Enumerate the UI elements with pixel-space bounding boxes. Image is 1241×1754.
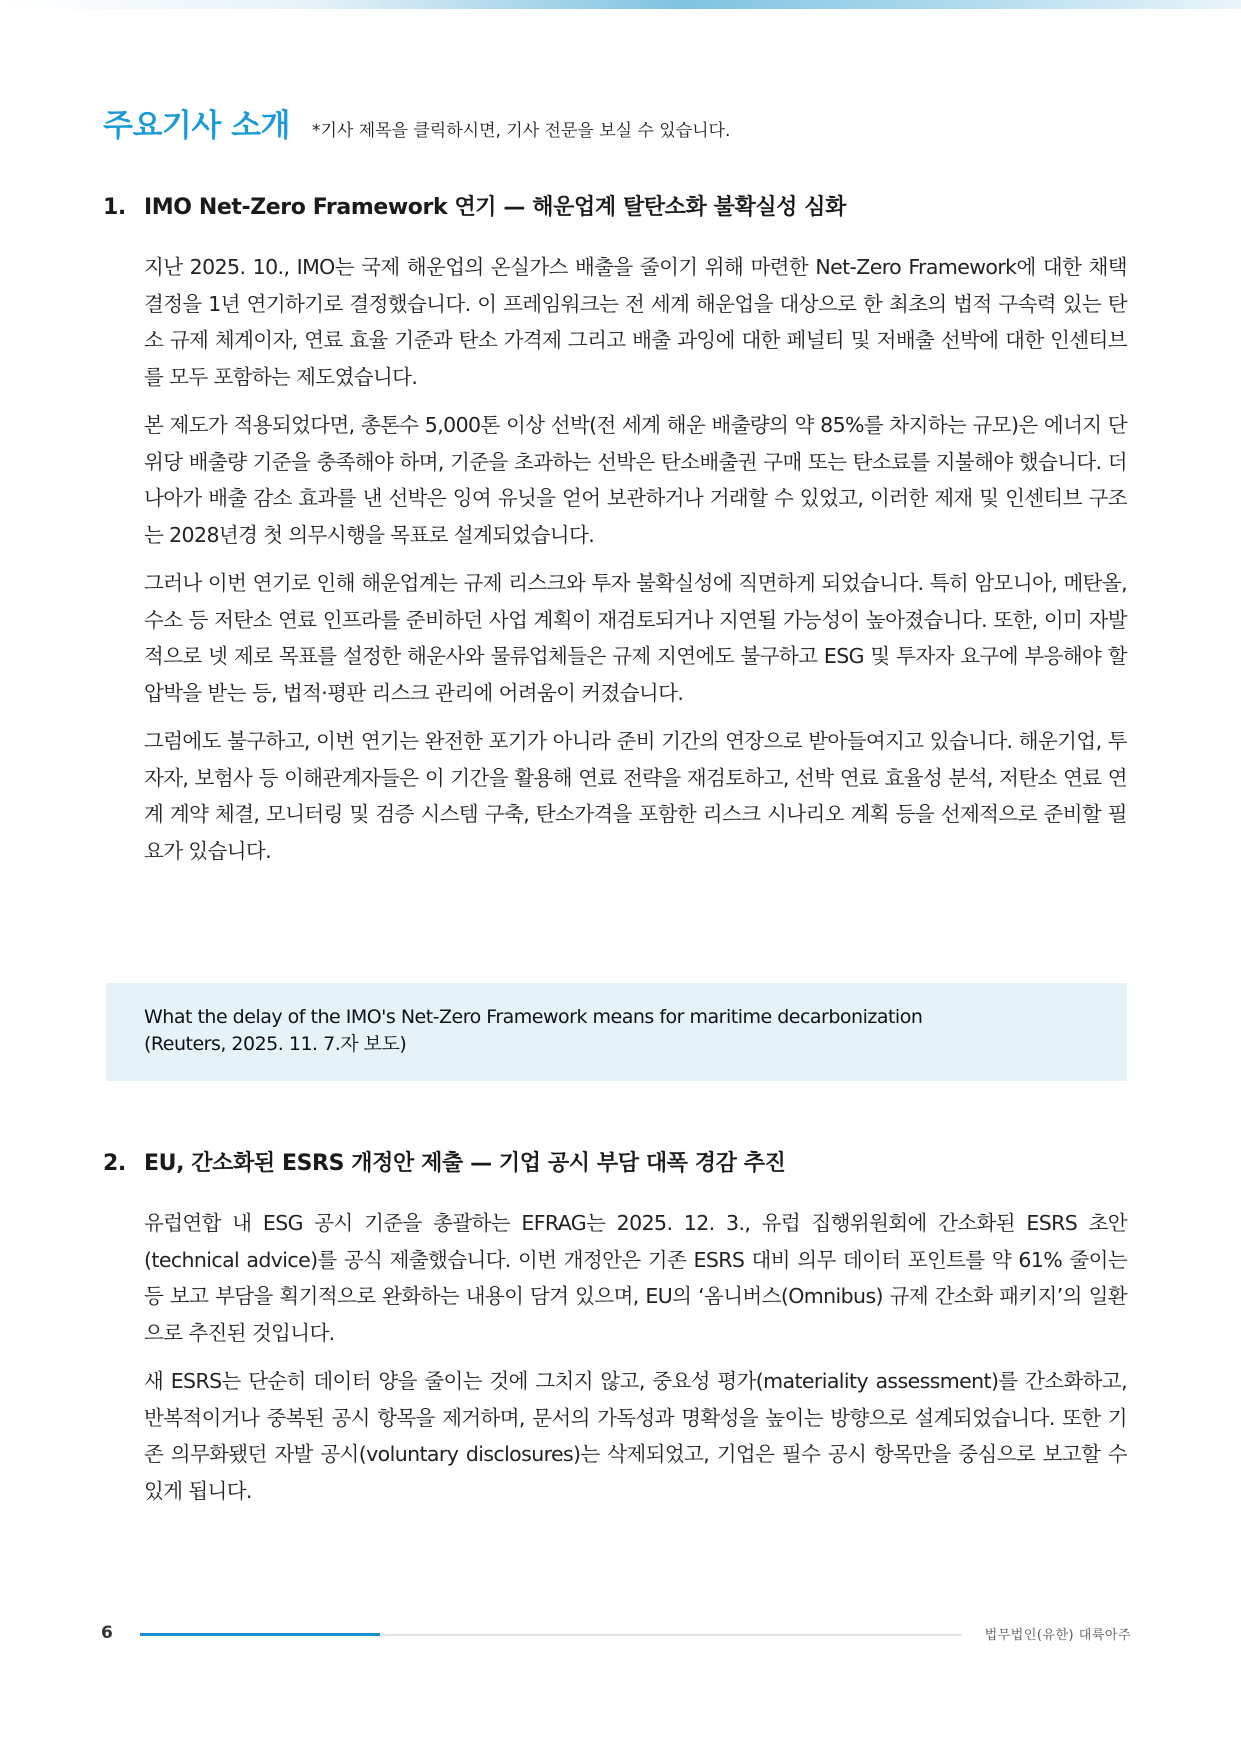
article-1 [103,193,1127,881]
source-box [106,983,1127,1081]
article-paragraph: 유럽연합 내 ESG 공시 기준을 총괄하는 EFRAG는 2025. 12. 3., 유럽 집행위원회에 간소화된 ESRS 초안(technical advice)를 공식 제출했습니다. 이번 개정안은 기존 ESRS 대비 의무 데이터 포인트를 약 61% 줄이는 등 보고 부담을 획기적으로 완화하는 내용이 담겨 있으며, EU의 ‘옴니버스(Omnibus) 규제 간소화 패키지’의 일환으로 추진된 것입니다. [144,1211,1127,1345]
article-paragraph: 본 제도가 적용되었다면, 총톤수 5,000톤 이상 선박(전 세계 해운 배출량의 약 85%를 차지하는 규모)은 에너지 단위당 배출량 기준을 충족해야 하며, 기준을 초과하는 선박은 탄소배출권 구매 또는 탄소료를 지불해야 했습니다. 더 나아가 배출 감소 효과를 낸 선박은 잉여 유닛을 얻어 보관하거나 거래할 수 있었고, 이러한 제재 및 인센티브 구조는 2028년경 첫 의무시행을 목표로 설계되었습니다. [144,413,1127,547]
article-heading [103,1149,1127,1179]
section-title: 주요기사 소개 [103,108,290,144]
source-article-link[interactable] [144,1004,1089,1058]
footer-firm-name: 법무법인(유한) 대륙아주 [984,1628,1131,1643]
article-paragraph: 그러나 이번 연기로 인해 해운업계는 규제 리스크와 투자 불확실성에 직면하게 되었습니다. 특히 암모니아, 메탄올, 수소 등 저탄소 연료 인프라를 준비하던 사업 계획이 재검토되거나 지연될 가능성이 높아졌습니다. 또한, 이미 자발적으로 넷 제로 목표를 설정한 해운사와 물류업체들은 규제 지연에도 불구하고 ESG 및 투자자 요구에 부응해야 할 압박을 받는 등, 법적·평판 리스크 관리에 어려움이 커졌습니다. [144,571,1127,705]
article-paragraph: 그럼에도 불구하고, 이번 연기는 완전한 포기가 아니라 준비 기간의 연장으로 받아들여지고 있습니다. 해운기업, 투자자, 보험사 등 이해관계자들은 이 기간을 활용해 연료 전략을 재검토하고, 선박 연료 효율성 분석, 저탄소 연료 연계 계약 체결, 모니터링 및 검증 시스템 구축, 탄소가격을 포함한 리스크 시나리오 계획 등을 선제적으로 준비할 필요가 있습니다. [144,729,1127,863]
section-header [103,100,730,145]
article-heading [103,193,1127,223]
article-paragraph: 새 ESRS는 단순히 데이터 양을 줄이는 것에 그치지 않고, 중요성 평가(materiality assessment)를 간소화하고, 반복적이거나 중복된 공시 항목을 제거하며, 문서의 가독성과 명확성을 높이는 방향으로 설계되었습니다. 또한 기존 의무화됐던 자발 공시(voluntary disclosures)는 삭제되었고, 기업은 필수 공시 항목만을 중심으로 보고할 수 있게 됩니다. [144,1369,1127,1503]
article-body [144,249,1127,869]
article-body [144,1205,1127,1509]
top-decorative-band [0,0,1241,9]
footer-divider-accent [140,1633,380,1636]
section-note: *기사 제목을 클릭하시면, 기사 전문을 보실 수 있습니다. [311,121,731,141]
article-2 [103,1149,1127,1521]
source-citation: (Reuters, 2025. 11. 7.자 보도) [144,1033,407,1055]
article-number: 1. [103,195,126,220]
article-number: 2. [103,1151,126,1176]
article-title: EU, 간소화된 ESRS 개정안 제출 — 기업 공시 부담 대폭 경감 추진 [144,1151,786,1176]
article-title: IMO Net-Zero Framework 연기 — 해운업계 탈탄소화 불확실성 심화 [144,195,846,220]
page-number: 6 [101,1623,113,1643]
article-paragraph: 지난 2025. 10., IMO는 국제 해운업의 온실가스 배출을 줄이기 위해 마련한 Net-Zero Framework에 대한 채택 결정을 1년 연기하기로 결정했습니다. 이 프레임워크는 전 세계 해운업을 대상으로 한 최초의 법적 구속력 있는 탄소 규제 체계이자, 연료 효율 기준과 탄소 가격제 그리고 배출 과잉에 대한 페널티 및 저배출 선박에 대한 인센티브를 모두 포함하는 제도였습니다. [144,255,1127,389]
source-title: What the delay of the IMO's Net-Zero Framework means for maritime decarbonization [144,1006,923,1028]
